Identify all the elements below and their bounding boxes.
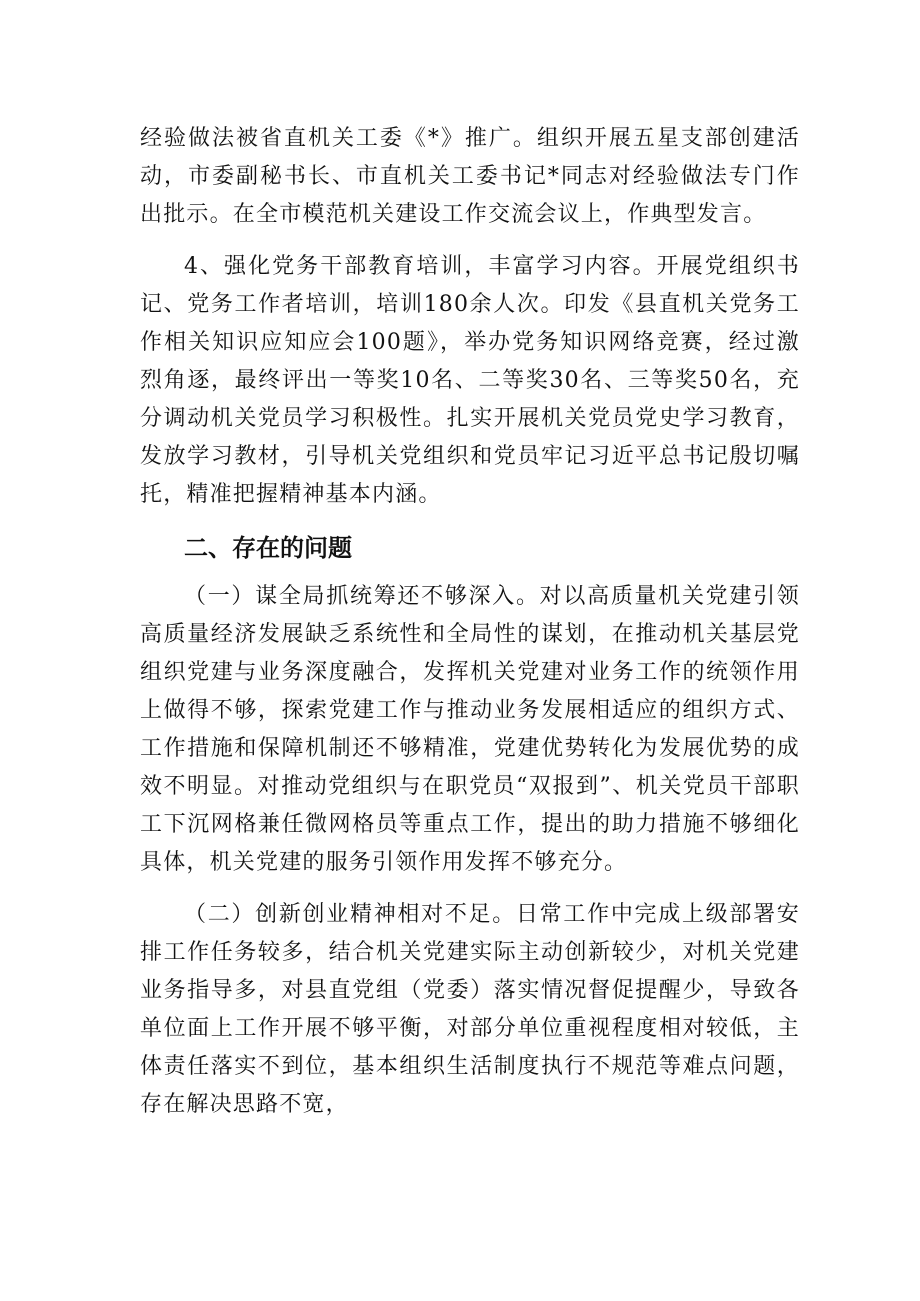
paragraph-party-training: 4、强化党务干部教育培训，丰富学习内容。开展党组织书记、党务工作者培训，培训180余人次。印发《县直机关党务工作相关知识应知应会100题》，举办党务知识网络竞赛，经过激烈角逐，最终评出一等奖10名、二等奖30名、三等奖50名，充分调动机关党员学习积极性。扎实开展机关党员党史学习教育，发放学习教材，引导机关党组织和党员牢记习近平总书记殷切嘱托，精准把握精神基本内涵。 <box>140 254 800 507</box>
paragraph-problem-innovation: （二）创新创业精神相对不足。日常工作中完成上级部署安排工作任务较多，结合机关党建实际主动创新较少，对机关党建业务指导多，对县直党组（党委）落实情况督促提醒少，导致各单位面上工作开展不够平衡，对部分单位重视程度相对较低，主体责任落实不到位，基本组织生活制度执行不规范等难点问题，存在解决思路不宽， <box>140 902 800 1117</box>
paragraph-problem-overall-planning: （一）谋全局抓统筹还不够深入。对以高质量机关党建引领高质量经济发展缺乏系统性和全局性的谋划，在推动机关基层党组织党建与业务深度融合，发挥机关党建对业务工作的统领作用上做得不够，探索党建工作与推动业务发展相适应的组织方式、工作措施和保障机制还不够精准，党建优势转化为发展优势的成效不明显。对推动党组织与在职党员“双报到”、机关党员干部职工下沉网格兼任微网格员等重点工作，提出的助力措施不够细化具体，机关党建的服务引领作用发挥不够充分。 <box>140 584 800 875</box>
document-body <box>140 120 800 1138</box>
paragraph-experience-promotion: 经验做法被省直机关工委《*》推广。组织开展五星支部创建活动，市委副秘书长、市直机关工委书记*同志对经验做法专门作出批示。在全市模范机关建设工作交流会议上，作典型发言。 <box>140 126 800 227</box>
section-heading-problems: 二、存在的问题 <box>184 534 352 562</box>
